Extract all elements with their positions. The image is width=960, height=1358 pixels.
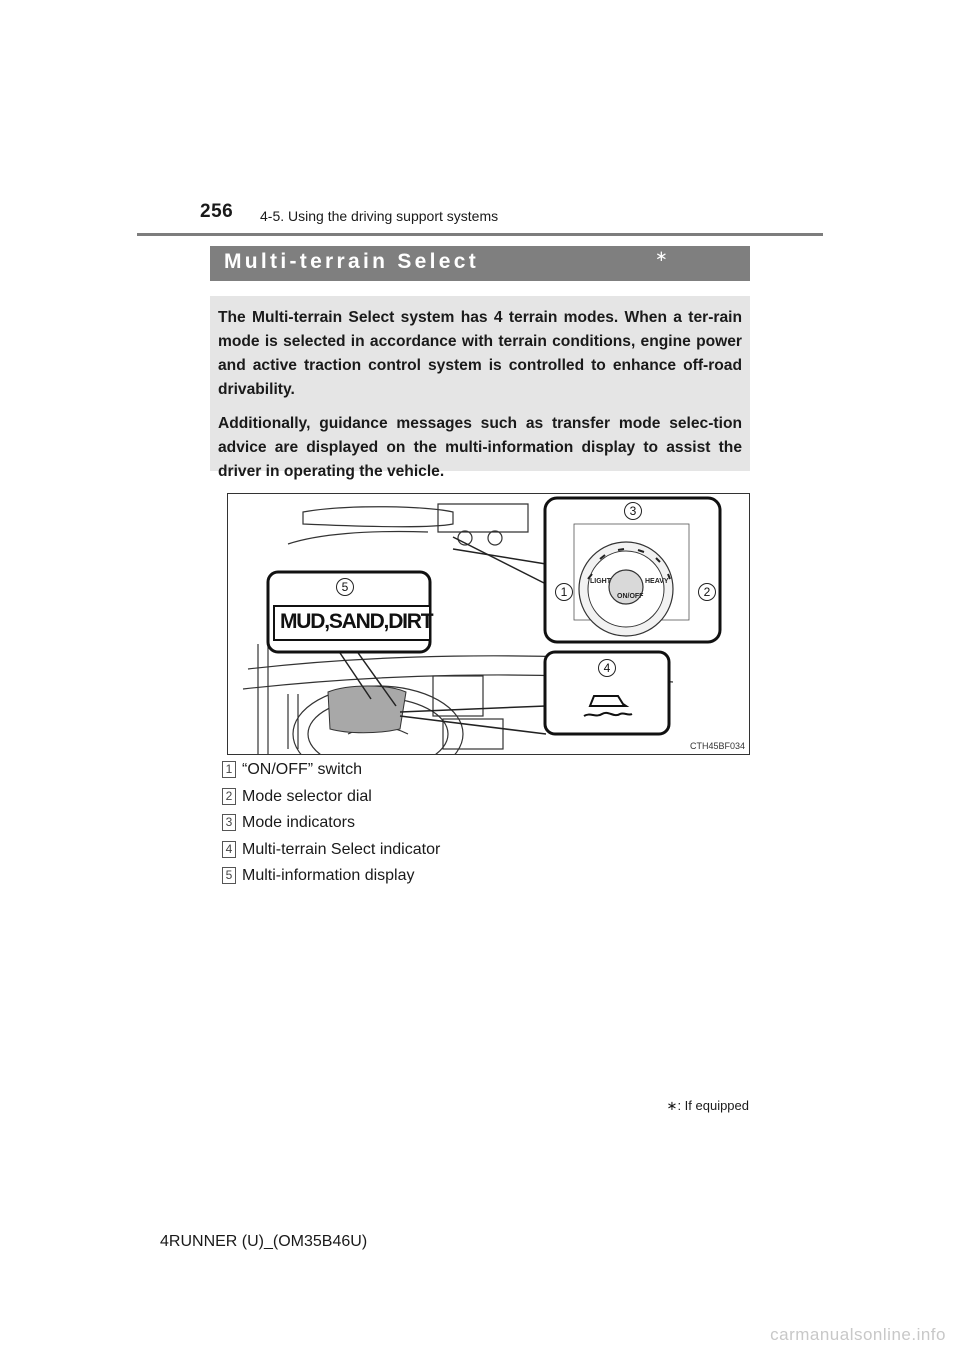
section-header: 4-5. Using the driving support systems: [260, 208, 499, 224]
intro-paragraph-1: The Multi-terrain Select system has 4 terrain modes. When a ter-rain mode is selected in accordance with terrain conditions, engine power and active traction control system is controlled to enhance off-road drivability.: [218, 309, 742, 398]
legend-text: Mode indicators: [242, 814, 355, 831]
legend-text: “ON/OFF” switch: [242, 761, 362, 778]
dial-label-light: LIGHT: [590, 578, 611, 585]
callout-3: 3: [624, 502, 642, 520]
dial-label-onoff: ON/OFF: [617, 593, 644, 600]
callout-5: 5: [336, 578, 354, 596]
legend-item: [222, 840, 722, 867]
intro-box: [210, 296, 750, 480]
intro-paragraph-2: Additionally, guidance messages such as transfer mode selec-tion advice are displayed on the multi-information display to assist the driver in operating the vehicle.: [218, 415, 742, 480]
dashboard-illustration: [227, 493, 750, 755]
legend-item: [222, 813, 722, 840]
section-title-bar: [210, 246, 750, 281]
figure-legend: [222, 760, 722, 893]
model-code: 4RUNNER (U)_(OM35B46U): [160, 1233, 368, 1250]
legend-item: [222, 866, 722, 893]
if-equipped-mark: ∗: [655, 248, 668, 265]
legend-number: 1: [222, 761, 236, 778]
page-number: 256: [200, 201, 234, 222]
legend-number: 4: [222, 841, 236, 858]
figure-code: CTH45BF034: [689, 741, 745, 751]
header-divider: [137, 233, 823, 236]
multi-information-display-text: MUD,SAND,DIRT: [280, 610, 433, 633]
legend-number: 5: [222, 867, 236, 884]
legend-item: [222, 760, 722, 787]
legend-text: Multi-terrain Select indicator: [242, 840, 441, 858]
dial-label-heavy: HEAVY: [645, 578, 669, 585]
section-title: Multi-terrain Select: [224, 250, 480, 273]
callout-4: 4: [598, 659, 616, 677]
footnote-if-equipped: ∗: If equipped: [666, 1098, 749, 1113]
legend-number: 3: [222, 814, 236, 831]
callout-2: 2: [698, 583, 716, 601]
watermark: carmanualsonline.info: [770, 1325, 946, 1344]
legend-text: Mode selector dial: [242, 787, 372, 805]
legend-text: Multi-information display: [242, 867, 415, 884]
legend-number: 2: [222, 788, 236, 805]
callout-1: 1: [555, 583, 573, 601]
legend-item: [222, 787, 722, 814]
